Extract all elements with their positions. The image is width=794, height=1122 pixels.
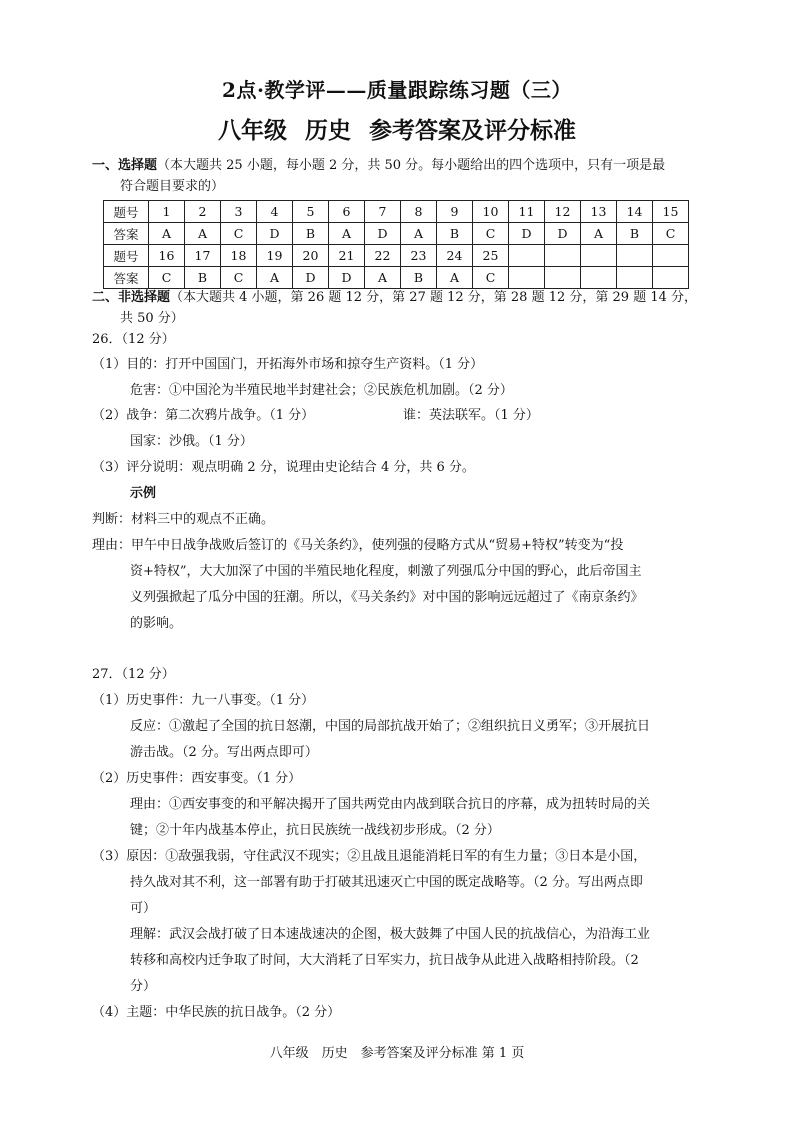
answer-table-cell: C — [473, 223, 509, 245]
q27-part1-reaction-line1: 反应：①激起了全国的抗日怒潮，中国的局部抗战开始了；②组织抗日义勇军；③开展抗日 — [130, 719, 651, 734]
q27-part1-reaction-line2: 游击战。（2 分。写出两点即可） — [130, 745, 318, 760]
answer-table-row-label: 题号 — [104, 245, 149, 267]
q27-part4: （4）主题：中华民族的抗日战争。（2 分） — [92, 1005, 341, 1020]
answer-table-cell: 7 — [365, 201, 401, 223]
section2-heading: 二、非选择题 — [92, 290, 171, 305]
q26-reason-line4: 的影响。 — [130, 616, 183, 631]
section1-desc: （本大题共 25 小题，每小题 2 分，共 50 分。每小题给出的四个选项中，只有一项是最 — [157, 158, 666, 173]
answer-table-cell: B — [437, 223, 473, 245]
q26-part1: （1）目的：打开中国国门，开拓海外市场和掠夺生产资料。（1 分） — [92, 357, 484, 372]
answer-table-cell: 3 — [221, 201, 257, 223]
answer-table-cell: 8 — [401, 201, 437, 223]
answer-table-row — [104, 201, 689, 223]
q27-part1: （1）历史事件：九一八事变。（1 分） — [92, 693, 315, 708]
answer-table-cell: 2 — [185, 201, 221, 223]
answer-table-cell: 15 — [653, 201, 689, 223]
q26-part2-war: （2）战争：第二次鸦片战争。（1 分） — [92, 408, 315, 423]
q26-part3: （3）评分说明：观点明确 2 分，说理由史论结合 4 分，共 6 分。 — [92, 460, 475, 475]
q26-part2-who: 谁：英法联军。（1 分） — [403, 408, 539, 423]
q27-part2-reason-line2: 键；②十年内战基本停止，抗日民族统一战线初步形成。（2 分） — [130, 823, 500, 838]
q27-part2-reason-line1: 理由：①西安事变的和平解决揭开了国共两党由内战到联合抗日的序幕，成为扭转时局的关 — [130, 797, 651, 812]
answer-table-cell: 20 — [293, 245, 329, 267]
subtitle-grade: 八年级 — [218, 117, 287, 144]
answer-table-row-label: 答案 — [104, 267, 149, 289]
answer-table-cell — [509, 245, 545, 267]
answer-table-cell — [581, 245, 617, 267]
answer-table-cell: 16 — [149, 245, 185, 267]
answer-table-cell — [617, 245, 653, 267]
q26-reason-line1: 理由：甲午中日战争战败后签订的《马关条约》，使列强的侵略方式从“贸易+特权”转变为“投 — [92, 538, 624, 553]
answer-table-cell: C — [221, 267, 257, 289]
q26-reason-line2: 资+特权”，大大加深了中国的半殖民地化程度，刺激了列强瓜分中国的野心，此后帝国主 — [130, 564, 642, 579]
answer-table-cell: D — [509, 223, 545, 245]
answer-table-cell: D — [293, 267, 329, 289]
answer-table-cell: 23 — [401, 245, 437, 267]
answer-table-cell: 24 — [437, 245, 473, 267]
q27-part3-understanding-line3: 分） — [130, 979, 157, 994]
answer-table-cell: 22 — [365, 245, 401, 267]
answer-table-cell — [653, 245, 689, 267]
q27-part3-line1: （3）原因：①敌强我弱，守住武汉不现实；②且战且退能消耗日军的有生力量；③日本是小国， — [92, 849, 647, 864]
page-footer: 八年级 历史 参考答案及评分标准 第 1 页 — [269, 1046, 525, 1061]
answer-table-cell: C — [653, 223, 689, 245]
page-subtitle — [0, 117, 794, 145]
section2-desc: （本大题共 4 小题，第 26 题 12 分，第 27 题 12 分，第 28 题 12 分，第 29 题 14 分， — [170, 290, 698, 305]
answer-table-row — [104, 267, 689, 289]
answer-table-cell: C — [149, 267, 185, 289]
answer-table-cell — [545, 267, 581, 289]
answer-table — [103, 200, 689, 289]
answer-table-cell: A — [149, 223, 185, 245]
answer-table-cell: 21 — [329, 245, 365, 267]
page-title: 2点·教学评——质量跟踪练习题（三） — [222, 78, 572, 102]
q27-part2: （2）历史事件：西安事变。（1 分） — [92, 771, 302, 786]
section1-line1 — [92, 158, 665, 174]
q26-reason-line3: 义列强掀起了瓜分中国的狂潮。所以，《马关条约》对中国的影响远远超过了《南京条约》 — [130, 590, 644, 605]
section2-line1 — [92, 290, 697, 306]
answer-table-cell — [509, 267, 545, 289]
answer-table-cell: 19 — [257, 245, 293, 267]
q26-part2-country: 国家：沙俄。（1 分） — [130, 434, 253, 449]
q27-part3-understanding-line2: 转移和高校内迁争取了时间，大大消耗了日军实力，抗日战争从此进入战略相持阶段。（2 — [130, 953, 639, 968]
q26-heading: 26．（12 分） — [92, 332, 175, 347]
answer-table-cell: B — [617, 223, 653, 245]
answer-table-row — [104, 223, 689, 245]
answer-table-cell: 18 — [221, 245, 257, 267]
answer-table-cell: 6 — [329, 201, 365, 223]
answer-table-cell: D — [365, 223, 401, 245]
answer-table-cell: A — [365, 267, 401, 289]
answer-table-cell: A — [437, 267, 473, 289]
answer-table-cell: B — [401, 267, 437, 289]
answer-table-cell: 17 — [185, 245, 221, 267]
answer-table-cell: 9 — [437, 201, 473, 223]
answer-table-cell — [545, 245, 581, 267]
answer-table-cell: 12 — [545, 201, 581, 223]
answer-table-row-label: 答案 — [104, 223, 149, 245]
answer-table-cell: 13 — [581, 201, 617, 223]
answer-table-cell: B — [185, 267, 221, 289]
subtitle-rest: 参考答案及评分标准 — [369, 117, 576, 144]
answer-table-cell: A — [581, 223, 617, 245]
q26-example-label: 示例 — [130, 486, 157, 501]
answer-table-row-label: 题号 — [104, 201, 149, 223]
answer-table-cell — [581, 267, 617, 289]
answer-table-cell: D — [257, 223, 293, 245]
answer-table-cell: 1 — [149, 201, 185, 223]
q27-part3-line2: 持久战对其不利，这一部署有助于打破其迅速灭亡中国的既定战略等。（2 分。写出两点即 — [130, 875, 643, 890]
answer-table-cell: 5 — [293, 201, 329, 223]
q27-part3-line3: 可） — [130, 901, 157, 916]
answer-table-cell — [653, 267, 689, 289]
answer-table-cell: 14 — [617, 201, 653, 223]
section2-desc-cont: 共 50 分） — [120, 311, 184, 326]
answer-table-cell: A — [401, 223, 437, 245]
section1-desc-cont: 符合题目要求的） — [120, 179, 225, 194]
q27-part3-understanding-line1: 理解：武汉会战打破了日本速战速决的企图，极大鼓舞了中国人民的抗战信心，为沿海工业 — [130, 927, 651, 942]
section1-heading: 一、选择题 — [92, 158, 158, 173]
answer-table-cell: C — [473, 267, 509, 289]
answer-table-cell: C — [221, 223, 257, 245]
answer-table-cell: D — [329, 267, 365, 289]
answer-table-cell: 25 — [473, 245, 509, 267]
q26-part1-harm: 危害：①中国沦为半殖民地半封建社会；②民族危机加剧。（2 分） — [130, 383, 513, 398]
answer-table-cell: B — [293, 223, 329, 245]
answer-table-cell: A — [257, 267, 293, 289]
answer-table-cell: D — [545, 223, 581, 245]
q27-heading: 27．（12 分） — [92, 667, 175, 682]
answer-table-row — [104, 245, 689, 267]
answer-table-cell: A — [329, 223, 365, 245]
answer-table-cell: A — [185, 223, 221, 245]
answer-table-cell: 11 — [509, 201, 545, 223]
subtitle-subject: 历史 — [305, 117, 351, 144]
q26-judgement: 判断：材料三中的观点不正确。 — [92, 512, 275, 527]
answer-table-cell — [617, 267, 653, 289]
answer-table-cell: 10 — [473, 201, 509, 223]
answer-table-cell: 4 — [257, 201, 293, 223]
